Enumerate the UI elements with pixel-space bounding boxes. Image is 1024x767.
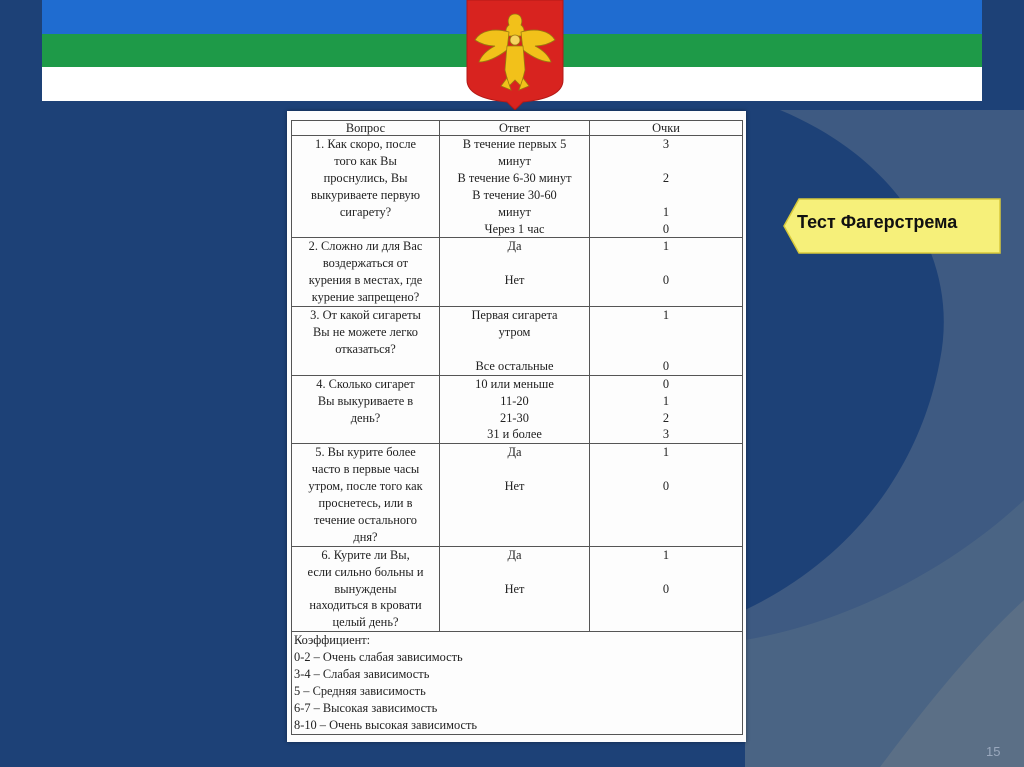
question-cell — [292, 238, 440, 307]
answer-line: 31 и более — [487, 427, 542, 442]
answer-line — [442, 461, 587, 478]
question-line: того как Вы — [334, 153, 397, 168]
header-question: Вопрос — [292, 121, 440, 136]
question-cell — [292, 444, 440, 546]
answer-line: Нет — [504, 581, 525, 596]
points-line: 1 — [662, 393, 670, 408]
question-line: если сильно больны и — [307, 564, 424, 579]
coefficient-title: Коэффициент: — [294, 633, 371, 648]
answer-line: 21-30 — [500, 410, 529, 425]
callout-title: Тест Фагерстрема — [797, 212, 958, 232]
question-line: 4. Сколько сигарет — [316, 376, 415, 391]
points-line: 1 — [662, 445, 670, 460]
points-line: 1 — [662, 547, 670, 562]
answer-line: Нет — [504, 273, 525, 288]
points-line: 1 — [662, 308, 670, 323]
answer-line: Все остальные — [475, 358, 554, 373]
points-line — [592, 187, 740, 204]
answer-line: Да — [507, 239, 522, 254]
points-cell — [590, 238, 743, 307]
answer-line: Через 1 час — [484, 221, 545, 236]
points-line: 1 — [662, 204, 670, 219]
answer-line: В течение первых 5 — [462, 137, 567, 151]
points-cell — [590, 136, 743, 238]
question-cell — [292, 375, 440, 444]
answer-line: Да — [507, 547, 522, 562]
answer-line — [442, 255, 587, 272]
coat-of-arms-icon — [465, 0, 565, 110]
coefficient-line: 8-10 – Очень высокая зависимость — [294, 717, 478, 732]
answer-line — [442, 341, 587, 358]
points-line: 3 — [662, 137, 670, 151]
points-line — [592, 255, 740, 272]
coefficient-line: 0-2 – Очень слабая зависимость — [294, 650, 463, 665]
question-line: 2. Сложно ли для Вас — [308, 239, 423, 254]
answer-cell — [440, 238, 590, 307]
points-line: 0 — [662, 581, 670, 596]
question-line: день? — [350, 410, 381, 425]
question-line: течение остального — [313, 512, 417, 527]
points-line: 0 — [662, 358, 670, 373]
points-cell — [590, 307, 743, 376]
answer-line: Да — [507, 445, 522, 460]
answer-line: В течение 30-60 — [472, 187, 557, 202]
answer-line: 10 или меньше — [475, 376, 554, 391]
points-cell — [590, 546, 743, 632]
answer-line — [442, 564, 587, 581]
points-line — [592, 564, 740, 581]
coefficient-line: 6-7 – Высокая зависимость — [294, 700, 438, 715]
table-row — [292, 375, 743, 444]
points-line — [592, 341, 740, 358]
table-row — [292, 546, 743, 632]
coefficient-row — [292, 632, 743, 734]
header-points: Очки — [590, 121, 743, 136]
points-line — [592, 153, 740, 170]
answer-cell — [440, 444, 590, 546]
points-line: 3 — [662, 427, 670, 442]
points-line: 1 — [662, 239, 670, 254]
page-number: 15 — [986, 744, 1001, 759]
answer-cell — [440, 546, 590, 632]
question-cell — [292, 307, 440, 376]
question-line: находиться в кровати — [309, 598, 422, 613]
question-line: утром, после того как — [308, 479, 423, 494]
points-line — [592, 324, 740, 341]
question-line: курения в местах, где — [308, 273, 423, 288]
header-answer: Ответ — [440, 121, 590, 136]
question-line: сигарету? — [339, 204, 392, 219]
points-line: 0 — [662, 221, 670, 236]
answer-line: Первая сигарета — [471, 308, 558, 323]
table-row — [292, 444, 743, 546]
table-row — [292, 136, 743, 238]
fagerstrom-table — [291, 120, 743, 735]
answer-cell — [440, 136, 590, 238]
answer-cell — [440, 375, 590, 444]
points-line: 2 — [662, 170, 670, 185]
coefficient-cell — [292, 632, 743, 734]
table-header-row — [292, 121, 743, 136]
points-cell — [590, 375, 743, 444]
points-line: 0 — [662, 479, 670, 494]
answer-line: минут — [498, 153, 531, 168]
coefficient-line: 5 – Средняя зависимость — [294, 684, 426, 698]
question-line: 6. Курите ли Вы, — [321, 547, 410, 562]
answer-line: утром — [498, 324, 531, 339]
question-line: вынуждены — [334, 581, 397, 596]
table-row — [292, 307, 743, 376]
answer-line: минут — [498, 204, 531, 219]
table-row — [292, 238, 743, 307]
points-line — [592, 461, 740, 478]
points-line: 0 — [662, 376, 670, 391]
question-line: проснетесь, или в — [318, 496, 413, 511]
answer-line: В течение 6-30 минут — [457, 170, 572, 185]
answer-line: Нет — [504, 479, 525, 494]
answer-cell — [440, 307, 590, 376]
question-line: Вы не можете легко — [313, 324, 418, 339]
question-line: часто в первые часы — [311, 462, 420, 477]
question-line: курение запрещено? — [311, 290, 420, 305]
fagerstrom-test-document — [287, 111, 746, 742]
question-line: отказаться? — [335, 341, 396, 356]
question-line: Вы выкуриваете в — [317, 393, 414, 408]
question-line: 1. Как скоро, после — [314, 137, 417, 151]
question-line: 5. Вы курите более — [315, 445, 416, 460]
points-line: 0 — [662, 273, 670, 288]
coefficient-line: 3-4 – Слабая зависимость — [294, 667, 430, 682]
question-line: выкуриваете первую — [311, 187, 420, 202]
question-cell — [292, 136, 440, 238]
question-line: дня? — [353, 529, 378, 544]
question-line: целый день? — [332, 615, 399, 630]
question-line: проснулись, Вы — [323, 170, 408, 185]
answer-line: 11-20 — [500, 393, 529, 408]
question-line: воздержаться от — [322, 256, 409, 271]
question-line: 3. От какой сигареты — [310, 308, 421, 323]
points-line: 2 — [662, 410, 670, 425]
points-cell — [590, 444, 743, 546]
question-cell — [292, 546, 440, 632]
